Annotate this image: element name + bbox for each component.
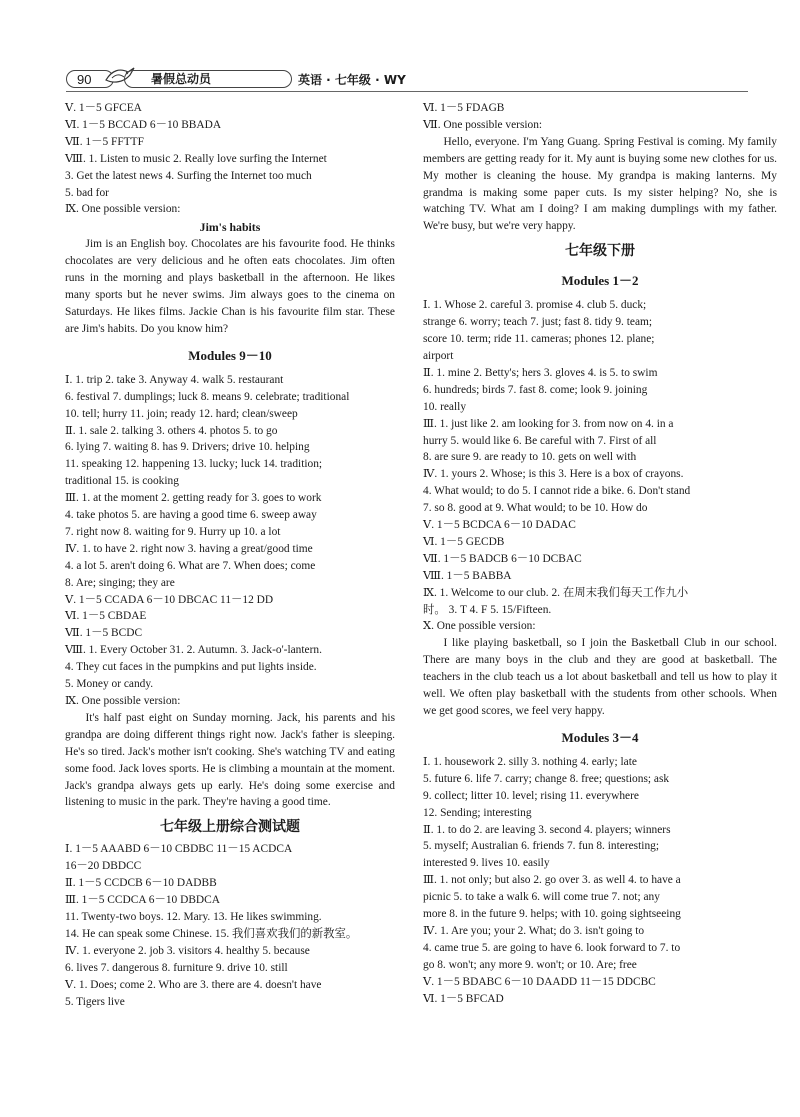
answer-line: 16－20 DBDCC [65, 860, 142, 873]
answer-line: Ⅴ. 1－5 BDABC 6－10 DAADD 11－15 DDCBC [423, 975, 656, 988]
page-number: 90 [66, 70, 114, 88]
answer-line: Ⅱ. 1. sale 2. talking 3. others 4. photos 5. to go [65, 424, 278, 437]
answer-line: go 8. won't; any more 9. won't; or 10. Are; free [423, 958, 637, 971]
answer-line: picnic 5. to take a walk 6. will come true 7. not; any [423, 891, 660, 904]
answer-line: Ⅸ. 1. Welcome to our club. 2. 在周末我们每天工作九小 [423, 586, 689, 599]
answer-line: 8. are sure 9. are ready to 10. gets on well with [423, 451, 637, 464]
answer-line: Ⅳ. 1. yours 2. Whose; is this 3. Here is a box of crayons. [423, 468, 684, 481]
left-column [65, 100, 395, 1010]
answer-line: 5. myself; Australian 6. friends 7. fun 8. interesting; [423, 840, 659, 853]
answer-line: 5. bad for [65, 186, 109, 199]
answer-line: Ⅴ. 1－5 CCADA 6－10 DBCAC 11－12 DD [65, 593, 274, 606]
answer-line: Ⅴ. 1－5 GFCEA [65, 102, 142, 114]
answer-line: Ⅲ. 1. at the moment 2. getting ready for 3. goes to work [65, 492, 322, 505]
answer-line: 3. Get the latest news 4. Surfing the Internet too much [65, 169, 312, 182]
answer-line: 时。 3. T 4. F 5. 15/Fifteen. [423, 603, 552, 616]
answer-line: 5. Money or candy. [65, 678, 154, 691]
section-heading: 七年级下册 [565, 243, 635, 260]
answer-line: 8. Are; singing; they are [65, 576, 175, 589]
answer-line: Ⅶ. 1－5 FFTTF [65, 135, 144, 148]
left-answers-b [65, 372, 395, 710]
answer-line: 10. tell; hurry 11. join; ready 12. hard; clean/sweep [65, 407, 298, 420]
answer-line: Ⅸ. One possible version: [65, 203, 181, 216]
answer-line: 4. take photos 5. are having a good time 6. sweep away [65, 509, 317, 522]
answer-line: Ⅶ. 1－5 BCDC [65, 627, 143, 640]
answer-line: Ⅷ. 1－5 BABBA [423, 569, 512, 582]
answer-line: 4. came true 5. are going to have 6. look forward to 7. to [423, 941, 681, 954]
left-answers-c [65, 841, 395, 1010]
left-answers-a [65, 100, 395, 218]
answer-line: Ⅲ. 1－5 CCDCA 6－10 DBDCA [65, 894, 220, 907]
page-header [58, 68, 748, 96]
right-column [423, 100, 777, 1008]
answer-line: 5. future 6. life 7. carry; change 8. free; questions; ask [423, 772, 670, 785]
answer-line: Ⅶ. One possible version: [423, 118, 543, 131]
answer-line: 4. What would; to do 5. I cannot ride a bike. 6. Don't stand [423, 485, 691, 498]
answer-line: more 8. in the future 9. helps; with 10. going sightseeing [423, 908, 681, 921]
subject-label: 英语 · 七年级 · WY [298, 73, 406, 87]
essay-paragraph: Jim is an English boy. Chocolates are his favourite food. He thinks chocolates are very delicious and he often eats chocolates. Jim often runs in the morning and plays basketball in the afternoon. He likes many sports but he never swims. Jim always goes to the cinema on Saturdays. He likes films. Jackie Chan is his favourite film star. These are Jim's habits. Do you know him? [65, 238, 395, 335]
answer-line: Ⅵ. 1－5 BFCAD [423, 992, 504, 1005]
essay-title: Jim's habits [199, 220, 261, 235]
answer-line: 12. Sending; interesting [423, 806, 532, 819]
answer-line: Ⅳ. 1. everyone 2. job 3. visitors 4. healthy 5. because [65, 944, 310, 957]
answer-line: 4. They cut faces in the pumpkins and put lights inside. [65, 661, 317, 674]
answer-line: Ⅵ. 1－5 BCCAD 6－10 BBADA [65, 118, 222, 131]
right-answers-a [423, 100, 777, 134]
answer-line: Ⅹ. One possible version: [423, 620, 536, 633]
answer-line: Ⅱ. 1. mine 2. Betty's; hers 3. gloves 4. is 5. to swim [423, 366, 658, 379]
answer-line: Ⅰ. 1. housework 2. silly 3. nothing 4. early; late [423, 755, 637, 768]
answer-line: Ⅸ. One possible version: [65, 695, 181, 707]
answer-line: interested 9. lives 10. easily [423, 857, 550, 870]
answer-line: Ⅱ. 1－5 CCDCB 6－10 DADBB [65, 877, 217, 890]
answer-line: 7. right now 8. waiting for 9. Hurry up 10. a lot [65, 525, 281, 538]
answer-line: Ⅵ. 1－5 GECDB [423, 535, 505, 548]
answer-line: Ⅲ. 1. not only; but also 2. go over 3. as well 4. to have a [423, 874, 681, 887]
answer-line: Ⅵ. 1－5 CBDAE [65, 610, 147, 623]
section-heading: Modules 1－2 [561, 273, 639, 289]
answer-line: Ⅷ. 1. Listen to music 2. Really love surfing the Internet [65, 152, 327, 165]
answer-line: 7. so 8. good at 9. What would; to be 10. How do [423, 502, 648, 515]
book-title: 暑假总动员 [124, 70, 292, 88]
answer-line: Ⅱ. 1. to do 2. are leaving 3. second 4. players; winners [423, 823, 671, 836]
section-heading: 七年级上册综合测试题 [160, 819, 300, 836]
answer-line: Ⅰ. 1. trip 2. take 3. Anyway 4. walk 5. restaurant [65, 373, 284, 386]
answer-line: Ⅰ. 1. Whose 2. careful 3. promise 4. club 5. duck; [423, 299, 647, 312]
answer-line: 11. Twenty-two boys. 12. Mary. 13. He likes swimming. [65, 910, 322, 923]
answer-line: 11. speaking 12. happening 13. lucky; luck 14. tradition; [65, 458, 323, 471]
answer-line: score 10. term; ride 11. cameras; phones 12. plane; [423, 333, 655, 346]
answer-line: Ⅷ. 1. Every October 31. 2. Autumn. 3. Jack-o'-lantern. [65, 644, 322, 657]
answer-line: hurry 5. would like 6. Be careful with 7. First of all [423, 434, 657, 447]
answer-line: Ⅴ. 1－5 BCDCA 6－10 DADAC [423, 519, 576, 532]
answer-line: 6. hundreds; birds 7. fast 8. come; look 9. joining [423, 383, 648, 396]
answer-line: 5. Tigers live [65, 995, 125, 1008]
answer-line: Ⅲ. 1. just like 2. am looking for 3. from now on 4. in a [423, 417, 674, 430]
answer-line: Ⅳ. 1. to have 2. right now 3. having a great/good time [65, 542, 313, 555]
answer-line: 6. lives 7. dangerous 8. furniture 9. drive 10. still [65, 961, 288, 974]
answer-line: Ⅶ. 1－5 BADCB 6－10 DCBAC [423, 552, 582, 565]
essay-paragraph: It's half past eight on Sunday morning. Jack, his parents and his grandpa are doing different things right now. Jack's father is sleeping. He's so tired. Jack's mother isn't cooking. She's watching TV and eating some food. Jack loves sports. He is climbing a mountain at the moment. Jack's grandpa always gets up early. He's doing some exercise and listening to music in the park. They're having a good time. [65, 711, 395, 809]
right-answers-c [423, 754, 777, 1008]
answer-line: Ⅳ. 1. Are you; your 2. What; do 3. isn't going to [423, 924, 645, 937]
answer-line: 6. festival 7. dumplings; luck 8. means 9. celebrate; traditional [65, 390, 350, 403]
essay-paragraph: I like playing basketball, so I join the Basketball Club in our school. There are many boys in the club and they are good at basketball. The teachers in the club teach us a lot about basketball and tell us how to play it well. We often play basketball with the students from other schools. When we get good scores, we feel very happy. [423, 637, 777, 717]
answer-line: 6. lying 7. waiting 8. has 9. Drivers; drive 10. helping [65, 441, 310, 454]
answer-line: Ⅴ. 1. Does; come 2. Who are 3. there are 4. doesn't have [65, 978, 322, 991]
answer-line: Ⅵ. 1－5 FDAGB [423, 102, 505, 114]
essay-paragraph: Hello, everyone. I'm Yang Guang. Spring Festival is coming. My family members are getting ready for it. My aunt is buying some new clothes for us. My mother is cleaning the house. My grandpa is making lanterns. My grandma is making some paper cuts. Is my sister helping? No, she is watching TV. What am I doing? I am making dumplings with my father. We're busy, but we're very happy. [423, 135, 777, 233]
header-divider [66, 91, 748, 92]
answer-line: Ⅰ. 1－5 AAABD 6－10 CBDBC 11－15 ACDCA [65, 843, 293, 856]
answer-line: 14. He can speak some Chinese. 15. 我们喜欢我们的新教室。 [65, 927, 358, 940]
answer-line: 4. a lot 5. aren't doing 6. What are 7. When does; come [65, 559, 316, 572]
right-answers-b [423, 297, 777, 635]
section-heading: Modules 9－10 [188, 347, 272, 363]
answer-line: strange 6. worry; teach 7. just; fast 8. tidy 9. team; [423, 316, 653, 329]
answer-line: 9. collect; litter 10. level; rising 11. everywhere [423, 789, 639, 802]
answer-line: airport [423, 349, 454, 362]
answer-line: traditional 15. is cooking [65, 475, 179, 488]
answer-line: 10. really [423, 400, 467, 413]
section-heading: Modules 3－4 [561, 729, 639, 745]
